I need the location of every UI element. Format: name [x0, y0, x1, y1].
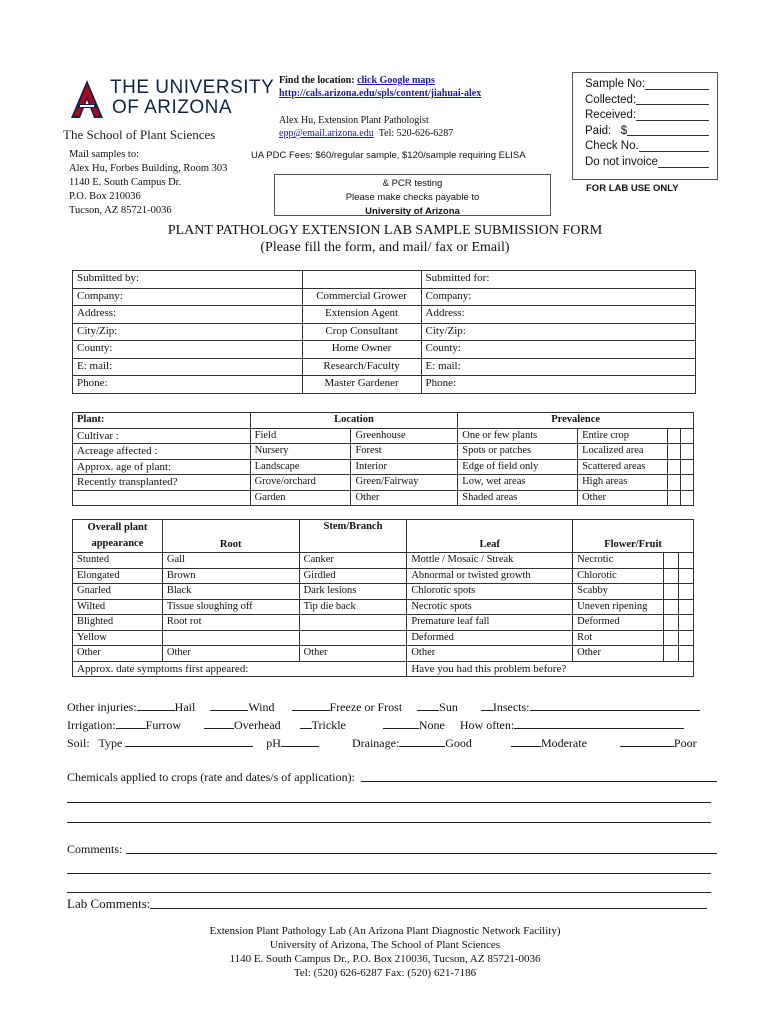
- root-symptom-option[interactable]: Root rot: [162, 615, 299, 631]
- overhead-field[interactable]: [204, 718, 234, 729]
- comments-line-2[interactable]: [67, 873, 711, 874]
- symptom-row: [73, 568, 694, 584]
- checks-line: Please make checks payable to: [345, 192, 480, 203]
- university-line-2: OF ARIZONA: [112, 97, 233, 118]
- leaf-symptom-option[interactable]: Chlorotic spots: [407, 584, 573, 600]
- trickle-field[interactable]: [300, 718, 312, 729]
- furrow-label: Furrow: [145, 718, 181, 732]
- none-label: None: [418, 718, 445, 732]
- location-header: Location: [250, 413, 458, 429]
- prevalence-option[interactable]: Shaded areas: [458, 490, 578, 506]
- stem-symptom-option[interactable]: Other: [299, 646, 407, 662]
- collected-label: Collected:: [585, 93, 637, 106]
- submitted-by-field[interactable]: City/Zip:: [73, 323, 303, 341]
- symptom-row: [73, 599, 694, 615]
- flower-symptom-option[interactable]: Deformed: [573, 615, 664, 631]
- submission-row: [73, 358, 696, 376]
- checks-payable-box: [274, 174, 551, 216]
- prevalence-check-box[interactable]: [668, 428, 681, 444]
- plant-row: [73, 444, 694, 460]
- google-maps-link[interactable]: click Google maps: [357, 75, 435, 86]
- submitted-for-field[interactable]: Address:: [421, 306, 695, 324]
- stem-symptom-option[interactable]: [299, 615, 407, 631]
- insects-label: Insects:: [492, 700, 530, 714]
- chemicals-row: [67, 770, 717, 785]
- lab-comments-row: [67, 896, 707, 912]
- flower-check-box[interactable]: [678, 615, 693, 631]
- soil-type-label: Soil: Type: [67, 736, 123, 750]
- plant-info-field[interactable]: [73, 490, 251, 506]
- mail-line: 1140 E. South Campus Dr.: [69, 177, 182, 188]
- paid-label: Paid: $: [585, 124, 628, 137]
- overall-appearance-option[interactable]: Stunted: [73, 553, 163, 569]
- how-often-field[interactable]: [514, 718, 684, 729]
- mail-line: Alex Hu, Forbes Building, Room 303: [69, 163, 228, 174]
- flower-check-box[interactable]: [664, 615, 679, 631]
- lab-use-box: [572, 72, 718, 180]
- contact-tel: Tel: 520-626-6287: [378, 128, 454, 139]
- flower-check-box[interactable]: [678, 599, 693, 615]
- prevalence-check-box[interactable]: [680, 490, 693, 506]
- flower-check-box[interactable]: [664, 584, 679, 600]
- stem-symptom-option[interactable]: Canker: [299, 553, 407, 569]
- good-label: Good: [445, 736, 472, 750]
- prevalence-option[interactable]: Edge of field only: [458, 459, 578, 475]
- submitted-for-field[interactable]: Phone:: [421, 376, 695, 394]
- poor-label: Poor: [673, 736, 697, 750]
- other-injuries-row: [67, 700, 700, 715]
- submitted-by-field[interactable]: County:: [73, 341, 303, 359]
- sample-no-label: Sample No:: [585, 78, 646, 90]
- footer-line: Tel: (520) 626-6287 Fax: (520) 621-7186: [293, 967, 477, 979]
- location-option[interactable]: Interior: [351, 459, 458, 475]
- submitter-type-option[interactable]: Crop Consultant: [302, 323, 421, 341]
- submission-row: [73, 376, 696, 394]
- university-line-1: THE UNIVERSITY: [110, 77, 275, 98]
- prevalence-check-box[interactable]: [680, 459, 693, 475]
- flower-check-box[interactable]: [678, 568, 693, 584]
- flower-check-box[interactable]: [664, 646, 679, 662]
- plant-info-field[interactable]: Cultivar :: [73, 428, 251, 444]
- overall-header-line: Overall plant: [87, 522, 148, 533]
- overall-appearance-option[interactable]: Elongated: [73, 568, 163, 584]
- collected-field[interactable]: [636, 93, 709, 106]
- contact-name: Alex Hu, Extension Plant Pathologist: [279, 115, 429, 126]
- plant-header: Plant:: [73, 413, 251, 429]
- mail-address-block: [69, 148, 227, 218]
- irrigation-label: Irrigation:: [67, 718, 116, 732]
- flower-symptom-option[interactable]: Necrotic: [573, 553, 664, 569]
- submitted-by-field[interactable]: Submitted by:: [73, 271, 303, 289]
- root-symptom-option[interactable]: Gall: [162, 553, 299, 569]
- flower-symptom-option[interactable]: Uneven ripening: [573, 599, 664, 615]
- overall-appearance-option[interactable]: Wilted: [73, 599, 163, 615]
- plant-row: [73, 490, 694, 506]
- submitter-type-option[interactable]: Commercial Grower: [302, 288, 421, 306]
- overall-appearance-option[interactable]: Gnarled: [73, 584, 163, 600]
- submitted-for-field[interactable]: Submitted for:: [421, 271, 695, 289]
- stem-symptom-option[interactable]: Girdled: [299, 568, 407, 584]
- lab-comments-label: Lab Comments:: [67, 896, 151, 911]
- chemicals-line-3[interactable]: [67, 822, 711, 823]
- prevalence-header: Prevalence: [458, 413, 694, 429]
- flower-check-box[interactable]: [678, 584, 693, 600]
- moderate-label: Moderate: [540, 736, 587, 750]
- root-symptom-option[interactable]: Brown: [162, 568, 299, 584]
- ph-field[interactable]: [281, 736, 319, 747]
- submitter-type-option[interactable]: Master Gardener: [302, 376, 421, 394]
- footer: [0, 924, 770, 980]
- submitted-by-field[interactable]: E: mail:: [73, 358, 303, 376]
- location-option[interactable]: Field: [250, 428, 351, 444]
- location-option[interactable]: Greenhouse: [351, 428, 458, 444]
- symptom-row: [73, 646, 694, 662]
- do-not-invoice-label: Do not invoice: [585, 155, 658, 168]
- symptom-row: [73, 553, 694, 569]
- submission-row: [73, 288, 696, 306]
- submitted-for-field[interactable]: County:: [421, 341, 695, 359]
- mail-line: Tucson, AZ 85721-0036: [69, 205, 172, 216]
- submission-table: [72, 270, 696, 394]
- submitted-for-field[interactable]: Company:: [421, 288, 695, 306]
- prevalence-option[interactable]: Entire crop: [578, 428, 668, 444]
- submitted-for-field[interactable]: E: mail:: [421, 358, 695, 376]
- submitter-type-option[interactable]: Research/Faculty: [302, 358, 421, 376]
- comments-field[interactable]: [126, 842, 717, 854]
- prevalence-option[interactable]: High areas: [578, 475, 668, 491]
- plant-row: [73, 459, 694, 475]
- sample-no-field[interactable]: [645, 77, 709, 90]
- leaf-symptom-option[interactable]: Deformed: [407, 630, 573, 646]
- stem-header: Stem/Branch: [299, 520, 407, 553]
- good-field[interactable]: [399, 736, 445, 747]
- university-logo-icon: [70, 78, 104, 120]
- flower-symptom-option[interactable]: Scabby: [573, 584, 664, 600]
- overall-appearance-option[interactable]: Other: [73, 646, 163, 662]
- fees-text: UA PDC Fees: $60/regular sample, $120/sample requiring ELISA: [251, 150, 526, 161]
- flower-check-box[interactable]: [678, 630, 693, 646]
- submitted-by-field[interactable]: Company:: [73, 288, 303, 306]
- location-option[interactable]: Other: [351, 490, 458, 506]
- paid-field[interactable]: [627, 124, 709, 137]
- location-url-link[interactable]: http://cals.arizona.edu/spls/content/jiahuai-alex: [279, 88, 482, 99]
- submitter-type-option[interactable]: Extension Agent: [302, 306, 421, 324]
- form-title-sub: (Please fill the form, and mail/ fax or Email): [260, 240, 510, 255]
- flower-check-box[interactable]: [664, 599, 679, 615]
- form-title: [0, 222, 770, 256]
- insects-check-field[interactable]: [481, 700, 493, 711]
- flower-header: Flower/Fruit: [573, 520, 694, 553]
- root-symptom-option[interactable]: Black: [162, 584, 299, 600]
- comments-line-3[interactable]: [67, 892, 711, 893]
- root-symptom-option[interactable]: [162, 630, 299, 646]
- location-option[interactable]: Nursery: [250, 444, 351, 460]
- flower-check-box[interactable]: [664, 568, 679, 584]
- overhead-label: Overhead: [234, 718, 281, 732]
- symptom-row: [73, 584, 694, 600]
- submitted-by-field[interactable]: Phone:: [73, 376, 303, 394]
- furrow-field[interactable]: [116, 718, 146, 729]
- contact-email-link[interactable]: epp@email.arizona.edu: [279, 128, 374, 139]
- flower-symptom-option[interactable]: Other: [573, 646, 664, 662]
- plant-info-field[interactable]: Approx. age of plant:: [73, 459, 251, 475]
- symptom-row: [73, 615, 694, 631]
- root-symptom-option[interactable]: Other: [162, 646, 299, 662]
- prevalence-option[interactable]: Localized area: [578, 444, 668, 460]
- comments-label: Comments:: [67, 842, 123, 856]
- sun-field[interactable]: [417, 700, 439, 711]
- hail-label: Hail: [174, 700, 196, 714]
- insects-field[interactable]: [530, 700, 700, 711]
- how-often-label: How often:: [459, 718, 515, 732]
- chemicals-field[interactable]: [361, 770, 717, 782]
- prevalence-option[interactable]: One or few plants: [458, 428, 578, 444]
- mail-line: P.O. Box 210036: [69, 191, 141, 202]
- leaf-symptom-option[interactable]: Premature leaf fall: [407, 615, 573, 631]
- soil-row: [67, 736, 697, 751]
- checks-payee: University of Arizona: [365, 206, 460, 217]
- flower-symptom-option[interactable]: Chlorotic: [573, 568, 664, 584]
- flower-check-box[interactable]: [678, 553, 693, 569]
- flower-check-box[interactable]: [678, 646, 693, 662]
- submission-row: [73, 323, 696, 341]
- freeze-label: Freeze or Frost: [329, 700, 403, 714]
- stem-symptom-option[interactable]: Dark lesions: [299, 584, 407, 600]
- footer-line: 1140 E. South Campus Dr., P.O. Box 210036, Tucson, AZ 85721-0036: [229, 953, 541, 965]
- date-first-appeared[interactable]: Approx. date symptoms first appeared:: [73, 661, 407, 677]
- location-option[interactable]: Garden: [250, 490, 351, 506]
- prevalence-check-box[interactable]: [680, 428, 693, 444]
- form-title-main: PLANT PATHOLOGY EXTENSION LAB SAMPLE SUBMISSION FORM: [167, 223, 603, 238]
- leaf-symptom-option[interactable]: Other: [407, 646, 573, 662]
- overall-header-line: appearance: [91, 538, 144, 549]
- plant-info-field[interactable]: Acreage affected :: [73, 444, 251, 460]
- prevalence-check-box[interactable]: [668, 490, 681, 506]
- leaf-header: Leaf: [407, 520, 573, 553]
- mail-line: Mail samples to:: [69, 149, 139, 160]
- prevalence-check-box[interactable]: [668, 459, 681, 475]
- wind-field[interactable]: [210, 700, 248, 711]
- contact-block: [279, 114, 453, 140]
- flower-check-box[interactable]: [664, 630, 679, 646]
- plant-info-field[interactable]: Recently transplanted?: [73, 475, 251, 491]
- submission-row: [73, 341, 696, 359]
- footer-line: Extension Plant Pathology Lab (An Arizona Plant Diagnostic Network Facility): [209, 925, 561, 937]
- symptom-row: [73, 630, 694, 646]
- submitted-for-field[interactable]: City/Zip:: [421, 323, 695, 341]
- footer-line: University of Arizona, The School of Plant Sciences: [269, 939, 501, 951]
- prevalence-check-box[interactable]: [668, 444, 681, 460]
- leaf-symptom-option[interactable]: Necrotic spots: [407, 599, 573, 615]
- irrigation-row: [67, 718, 684, 733]
- root-header: Root: [162, 520, 299, 553]
- sun-label: Sun: [439, 700, 458, 714]
- do-not-invoice-field[interactable]: [658, 155, 709, 168]
- prevalence-check-box[interactable]: [668, 475, 681, 491]
- trickle-label: Trickle: [311, 718, 346, 732]
- submitter-type-option[interactable]: Home Owner: [302, 341, 421, 359]
- overall-appearance-option[interactable]: Blighted: [73, 615, 163, 631]
- root-symptom-option[interactable]: Tissue sloughing off: [162, 599, 299, 615]
- leaf-symptom-option[interactable]: Mottle / Mosaic / Streak: [407, 553, 573, 569]
- received-label: Received:: [585, 109, 637, 122]
- prevalence-check-box[interactable]: [680, 475, 693, 491]
- submitter-type-option[interactable]: [302, 271, 421, 289]
- find-location-label: Find the location:: [279, 75, 355, 86]
- leaf-symptom-option[interactable]: Abnormal or twisted growth: [407, 568, 573, 584]
- comments-row: [67, 842, 717, 857]
- prevalence-option[interactable]: Scattered areas: [578, 459, 668, 475]
- received-field[interactable]: [636, 108, 709, 121]
- poor-field[interactable]: [620, 736, 674, 747]
- overall-appearance-option[interactable]: Yellow: [73, 630, 163, 646]
- submission-row: [73, 271, 696, 289]
- check-no-field[interactable]: [639, 139, 709, 152]
- university-name: [110, 78, 274, 118]
- moderate-field[interactable]: [511, 736, 541, 747]
- hail-field[interactable]: [137, 700, 175, 711]
- location-option[interactable]: Forest: [351, 444, 458, 460]
- prevalence-option[interactable]: Spots or patches: [458, 444, 578, 460]
- location-option[interactable]: Green/Fairway: [351, 475, 458, 491]
- stem-symptom-option[interactable]: [299, 630, 407, 646]
- lab-use-label: FOR LAB USE ONLY: [586, 183, 679, 194]
- chemicals-label: Chemicals applied to crops (rate and dates/s of application):: [67, 770, 355, 784]
- stem-symptom-option[interactable]: Tip die back: [299, 599, 407, 615]
- prevalence-option[interactable]: Low, wet areas: [458, 475, 578, 491]
- submitted-by-field[interactable]: Address:: [73, 306, 303, 324]
- had-problem-before[interactable]: Have you had this problem before?: [407, 661, 694, 677]
- plant-row: [73, 428, 694, 444]
- plant-row: [73, 475, 694, 491]
- soil-type-field[interactable]: [125, 736, 253, 747]
- prevalence-check-box[interactable]: [680, 444, 693, 460]
- fees-continued: & PCR testing: [382, 178, 443, 189]
- freeze-field[interactable]: [292, 700, 330, 711]
- other-injuries-label: Other injuries:: [67, 700, 137, 714]
- lab-comments-field[interactable]: [150, 896, 707, 909]
- symptom-table: [72, 519, 694, 677]
- ph-label: pH: [266, 736, 281, 750]
- plant-location-table: [72, 412, 694, 506]
- location-option[interactable]: Grove/orchard: [250, 475, 351, 491]
- location-option[interactable]: Landscape: [250, 459, 351, 475]
- none-field[interactable]: [383, 718, 419, 729]
- location-block: [279, 74, 481, 100]
- flower-check-box[interactable]: [664, 553, 679, 569]
- flower-symptom-option[interactable]: Rot: [573, 630, 664, 646]
- drainage-label: Drainage:: [351, 736, 400, 750]
- chemicals-line-2[interactable]: [67, 802, 711, 803]
- overall-appearance-header: [73, 520, 163, 553]
- check-no-label: Check No.: [585, 140, 639, 153]
- department-name: The School of Plant Sciences: [63, 127, 216, 142]
- submission-row: [73, 306, 696, 324]
- wind-label: Wind: [248, 700, 275, 714]
- prevalence-option[interactable]: Other: [578, 490, 668, 506]
